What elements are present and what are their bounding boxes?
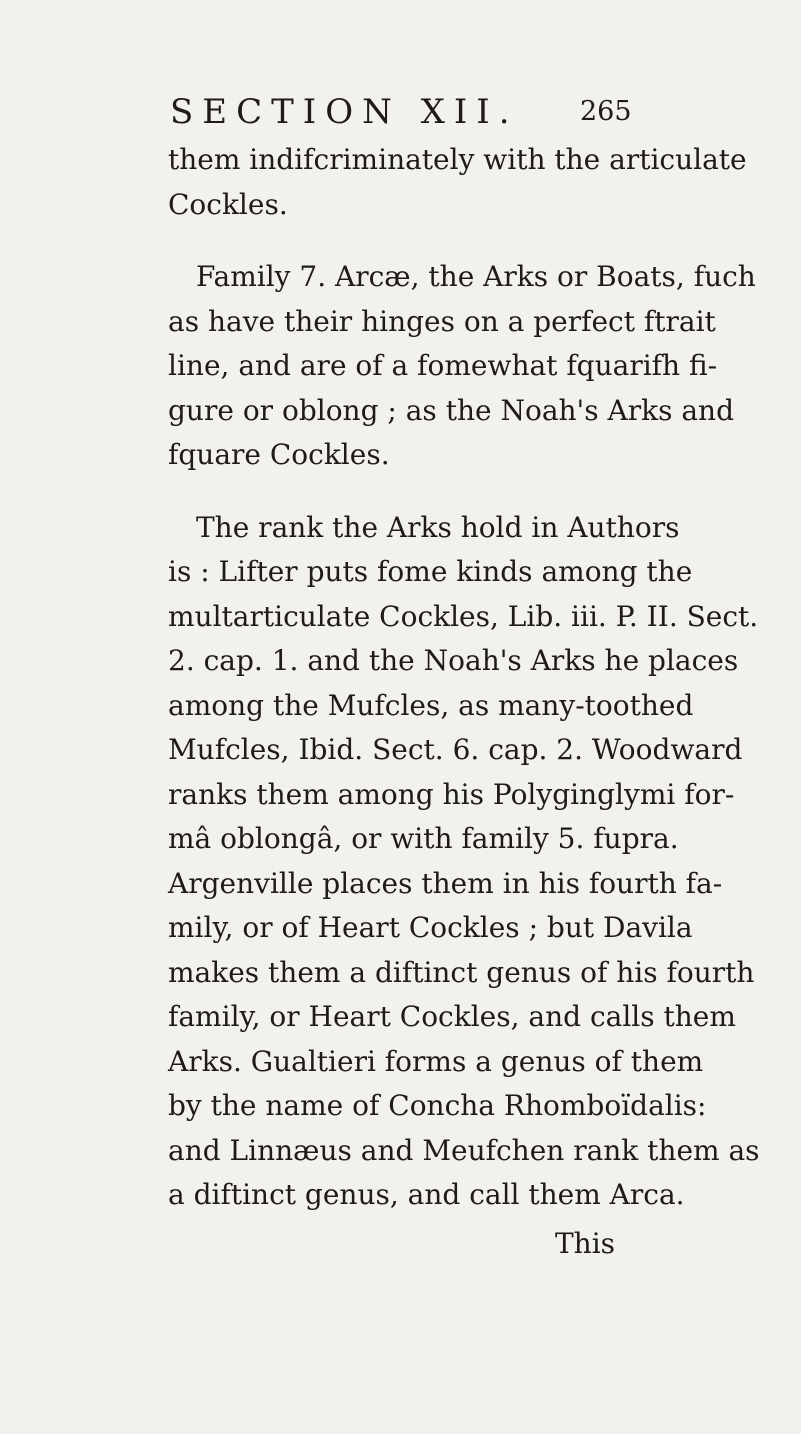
catchword: This xyxy=(555,1227,616,1260)
text-line: Argenville places them in his fourth fa- xyxy=(168,866,723,900)
running-head xyxy=(170,92,670,136)
text-line: is : Lifter puts fome kinds among the xyxy=(168,555,693,588)
text-line: Family 7. Arcæ, the Arks or Boats, fuch xyxy=(196,260,756,293)
text-line: them indifcriminately with the articulate xyxy=(168,143,747,176)
text-line: fquare Cockles. xyxy=(168,438,390,471)
text-line: by the name of Concha Rhomboïdalis: xyxy=(168,1089,707,1122)
paragraph-3 xyxy=(168,506,760,1218)
text-line: ranks them among his Polyginglymi for- xyxy=(168,777,735,811)
text-line: mily, or of Heart Cockles ; but Davila xyxy=(168,911,693,944)
text-line: Mufcles, Ibid. Sect. 6. cap. 2. Woodward xyxy=(168,733,743,766)
text-line: The rank the Arks hold in Authors xyxy=(196,510,680,544)
text-line: Arks. Gualtieri forms a genus of them xyxy=(168,1044,704,1078)
text-line: mâ oblongâ, or with family 5. fupra. xyxy=(168,822,679,855)
text-line: line, and are of a fomewhat fquarifh fi- xyxy=(168,349,718,382)
text-line: multarticulate Cockles, Lib. iii. P. II. Sect. xyxy=(168,599,759,633)
text-line: family, or Heart Cockles, and calls them xyxy=(168,1000,736,1033)
text-line: gure or oblong ; as the Noah's Arks and xyxy=(168,393,735,427)
body-text xyxy=(168,138,760,1218)
section-title: SECTION XII. xyxy=(170,92,519,132)
paragraph-2 xyxy=(168,255,756,478)
page-number: 265 xyxy=(580,96,632,127)
text-line: among the Mufcles, as many-toothed xyxy=(168,688,694,722)
text-line: 2. cap. 1. and the Noah's Arks he places xyxy=(168,644,739,677)
text-line: a diftinct genus, and call them Arca. xyxy=(168,1178,685,1211)
text-line: as have their hinges on a perfect ftrait xyxy=(168,304,716,338)
text-line: Cockles. xyxy=(168,187,288,221)
text-line: makes them a diftinct genus of his fourth xyxy=(168,955,755,989)
paragraph-1 xyxy=(168,138,747,227)
text-line: and Linnæus and Meufchen rank them as xyxy=(168,1133,760,1167)
